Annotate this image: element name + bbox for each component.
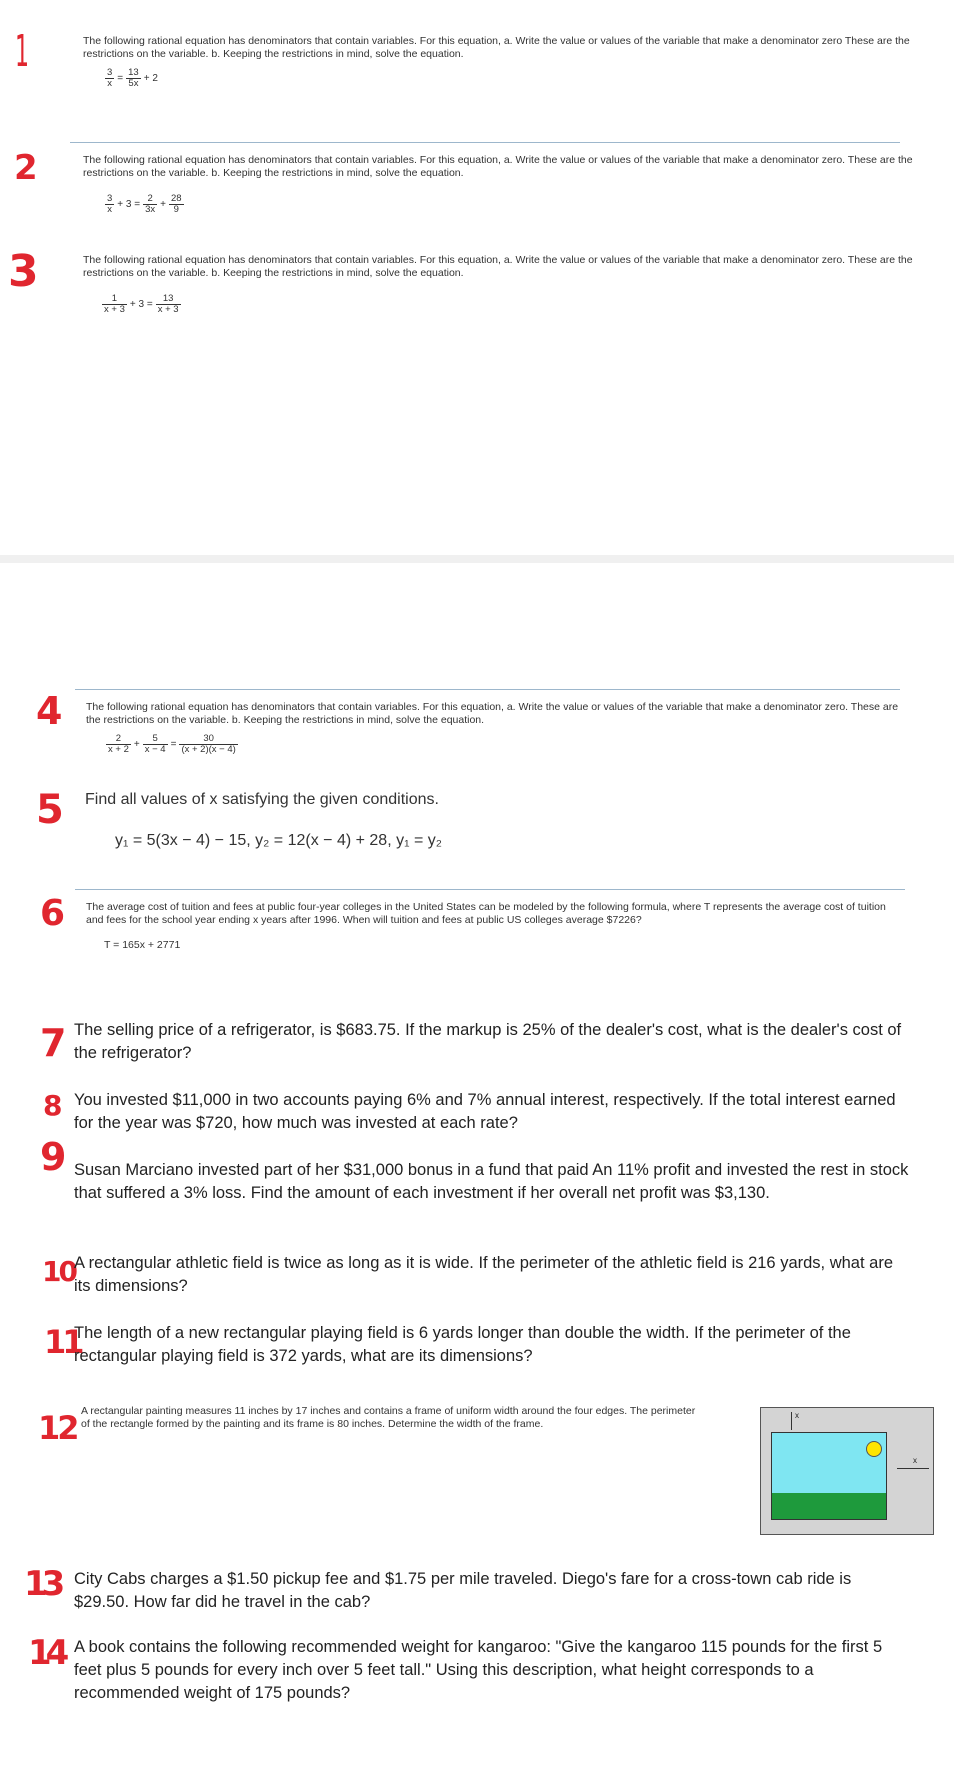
frac-num: 3 — [107, 67, 113, 78]
page-break — [0, 555, 954, 563]
operator: = — [170, 739, 177, 750]
frac-num: 3 — [107, 193, 113, 204]
frac-den: x + 2 — [108, 744, 129, 755]
width-arrow-right — [897, 1468, 929, 1469]
frac-num: 13 — [128, 67, 139, 78]
problem-4-equation — [104, 734, 240, 755]
problem-number-5: 5 — [36, 787, 64, 833]
problem-number-10: 10 — [42, 1255, 75, 1288]
divider — [75, 889, 905, 890]
grass — [772, 1493, 886, 1519]
problem-number-3: 3 — [8, 246, 39, 297]
frac-den: x + 3 — [157, 304, 179, 315]
problem-1-text: The following rational equation has denominators that contain variables. For this equation, a. Write the value or values of the variable that make a denominator zero These are the restrictions on the variable. b. Keeping the restrictions in mind, solve the equation. — [83, 35, 910, 60]
sun-icon — [866, 1441, 882, 1457]
painting-frame-figure — [760, 1407, 934, 1535]
painting — [771, 1432, 887, 1520]
frac-den: 3x — [145, 204, 156, 215]
problem-10-text: A rectangular athletic field is twice as long as it is wide. If the perimeter of the athletic field is 216 yards, what are its dimensions? — [74, 1254, 893, 1295]
frac-num: 2 — [106, 734, 131, 745]
frac-den: 5x — [128, 78, 139, 89]
frac-num: 1 — [102, 294, 127, 305]
problem-number-1: 1 — [15, 26, 29, 77]
problem-14-text: A book contains the following recommended weight for kangaroo: "Give the kangaroo 115 pounds for the first 5 feet plus 5 pounds for every inch over 5 feet tall." Using this description, what height corresponds to a recommended weight of 175 pounds? — [74, 1638, 883, 1702]
problem-number-2: 2 — [14, 148, 38, 188]
frac-den: x + 3 — [104, 304, 125, 315]
problem-11-text: The length of a new rectangular playing field is 6 yards longer than double the width. If the perimeter of the rectangular playing field is 372 yards, what are its dimensions? — [74, 1324, 851, 1365]
problem-6-text: The average cost of tuition and fees at public four-year colleges in the United States can be modeled by the following formula, where T represents the average cost of tuition and fees for the school year ending x years after 1996. When will tuition and fees at public US colleges average $7226? — [86, 901, 886, 926]
frac-den: x − 4 — [144, 744, 166, 755]
problem-number-7: 7 — [40, 1021, 67, 1065]
problem-9-text: Susan Marciano invested part of her $31,000 bonus in a fund that paid An 11% profit and invested the rest in stock that suffered a 3% loss. Find the amount of each investment if her overall net profit was $3,130. — [74, 1161, 909, 1202]
divider — [75, 689, 900, 690]
problem-number-8: 8 — [43, 1089, 63, 1122]
problem-number-13: 13 — [24, 1564, 60, 1604]
problem-number-12: 12 — [38, 1409, 77, 1447]
problem-number-14: 14 — [28, 1633, 64, 1673]
operator: + 3 = — [129, 299, 153, 310]
problem-3-equation — [100, 294, 183, 315]
operator: = — [117, 73, 124, 84]
problem-12-text: A rectangular painting measures 11 inches by 17 inches and contains a frame of uniform width around the four edges. The perimeter of the rectangle formed by the painting and its frame is 80 inches. Determine the width of the frame. — [81, 1405, 696, 1430]
frac-num: 30 — [179, 734, 237, 745]
problem-number-4: 4 — [36, 689, 63, 733]
problem-13-text: City Cabs charges a $1.50 pickup fee and $1.75 per mile traveled. Diego's fare for a cross-town cab ride is $29.50. How far did he travel in the cab? — [74, 1570, 852, 1611]
frac-den: x — [107, 78, 113, 89]
problem-1-equation — [103, 68, 159, 89]
problem-2-text: The following rational equation has denominators that contain variables. For this equation, a. Write the value or values of the variable that make a denominator zero. These are the restrictions on the variable. b. Keeping the restrictions in mind, solve the equation. — [83, 154, 913, 179]
problem-2-equation — [103, 194, 186, 215]
problem-number-11: 11 — [44, 1323, 81, 1361]
operator: + — [160, 199, 166, 210]
dimension-label-right: x — [913, 1456, 917, 1465]
dimension-label-top: x — [795, 1411, 799, 1420]
width-arrow-top — [791, 1412, 792, 1430]
frac-num: 13 — [156, 294, 181, 305]
frac-den: (x + 2)(x − 4) — [181, 744, 236, 755]
problem-4-text: The following rational equation has denominators that contain variables. For this equation, a. Write the value or values of the variable that make a denominator zero. These are the restrictions on the variable. b. Keeping the restrictions in mind, solve the equation. — [86, 701, 899, 726]
frac-num: 5 — [143, 734, 168, 745]
problem-5-text: Find all values of x satisfying the given conditions. — [85, 791, 439, 808]
problem-7-text: The selling price of a refrigerator, is $683.75. If the markup is 25% of the dealer's cost, what is the dealer's cost of the refrigerator? — [74, 1021, 902, 1062]
problem-5-equation: y₁ = 5(3x − 4) − 15, y₂ = 12(x − 4) + 28, y₁ = y₂ — [115, 832, 442, 849]
problem-3-text: The following rational equation has denominators that contain variables. For this equation, a. Write the value or values of the variable that make a denominator zero. These are the restrictions on the variable. b. Keeping the restrictions in mind, solve the equation. — [83, 254, 913, 279]
problem-number-6: 6 — [40, 893, 66, 934]
frac-num: 28 — [171, 193, 182, 204]
frac-den: x — [107, 204, 113, 215]
operator: + 2 — [143, 73, 158, 84]
operator: + 3 = — [117, 199, 141, 210]
problem-8-text: You invested $11,000 in two accounts paying 6% and 7% annual interest, respectively. If the total interest earned for the year was $720, how much was invested at each rate? — [74, 1091, 896, 1132]
divider — [70, 142, 900, 143]
problem-6-formula: T = 165x + 2771 — [104, 939, 181, 951]
operator: + — [133, 739, 140, 750]
problem-number-9: 9 — [40, 1135, 67, 1179]
frac-num: 2 — [143, 194, 157, 205]
frac-den: 9 — [173, 204, 179, 215]
